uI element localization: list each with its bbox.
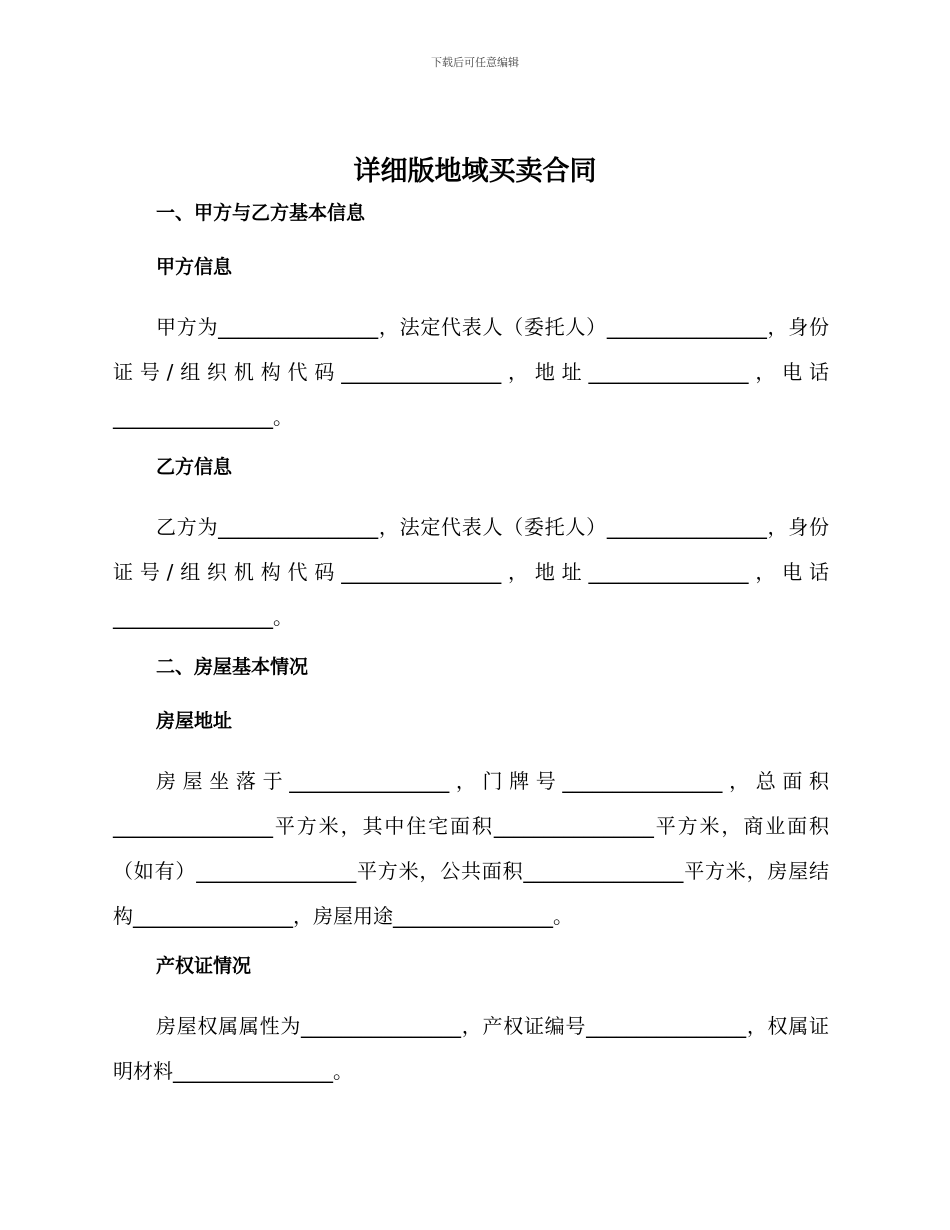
subsection-heading-party-b: 乙方信息 xyxy=(156,456,233,478)
house-address-paragraph: 房屋坐落于________________，门牌号________________，总面积________________平方米，其中住宅面积________________平方米，商业面积（如有）________________平方米，公共面积________________平方米，房屋结构________________，房屋用途________________。 xyxy=(113,769,829,928)
section-heading-house-info: 二、房屋基本情况 xyxy=(156,656,309,678)
subsection-heading-property-rights: 产权证情况 xyxy=(156,955,252,977)
page-header: 下载后可任意编辑 xyxy=(431,56,519,69)
party-b-paragraph: 乙方为________________，法定代表人（委托人）________________，身份证号/组织机构代码________________，地址________________，电话________________。 xyxy=(113,515,829,629)
party-a-paragraph: 甲方为________________，法定代表人（委托人）________________，身份证号/组织机构代码________________，地址________________，电话________________。 xyxy=(113,315,829,429)
section-heading-party-info: 一、甲方与乙方基本信息 xyxy=(156,202,366,224)
property-rights-paragraph: 房屋权属属性为________________，产权证编号________________，权属证明材料________________。 xyxy=(113,1014,829,1083)
subsection-heading-party-a: 甲方信息 xyxy=(156,256,233,278)
document-title: 详细版地域买卖合同 xyxy=(353,156,597,187)
document-body xyxy=(113,198,829,1102)
subsection-heading-house-address: 房屋地址 xyxy=(156,710,233,732)
